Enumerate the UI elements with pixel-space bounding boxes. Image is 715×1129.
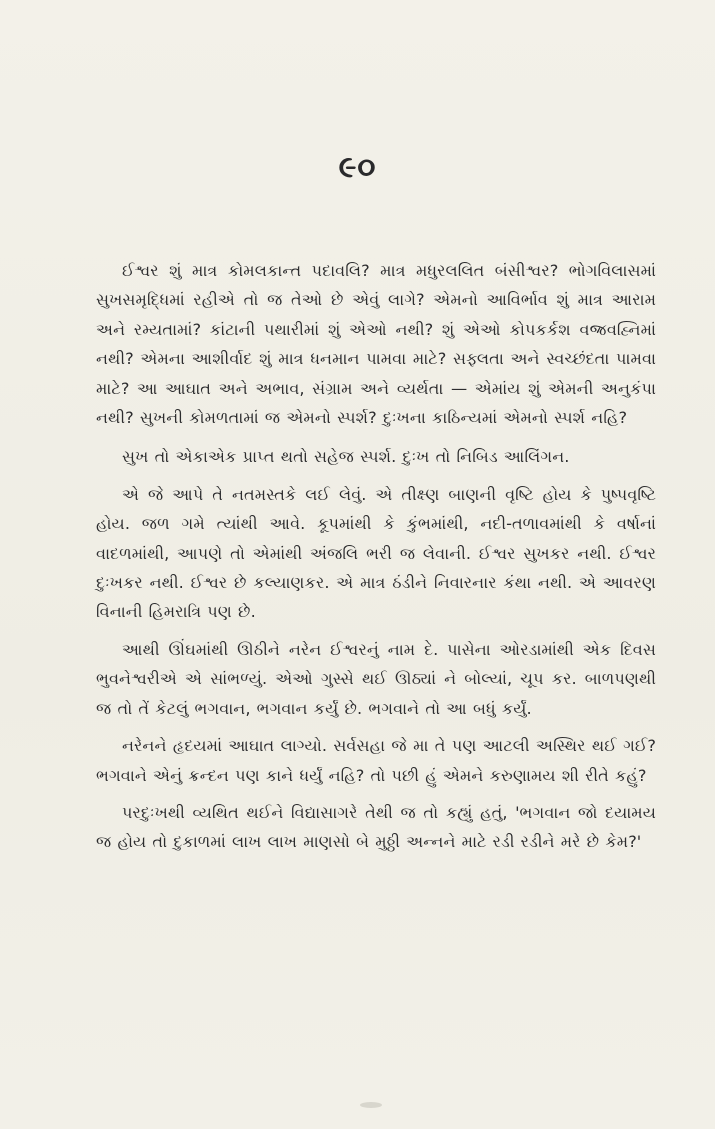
page-number: ૯૦	[338, 150, 377, 185]
paragraph-5: નરેનને હૃદયમાં આઘાત લાગ્યો. સર્વસહા જે મા તે પણ આટલી અસ્થિર થઈ ગઈ? ભગવાને એનું ક્રન્દન પણ કાને ધર્યું નહિ? તો પછી હું એમને કરુણામય શી રીતે કહું?	[96, 736, 656, 785]
paragraph-1: ઈશ્વર શું માત્ર કોમલકાન્ત પદાવલિ? માત્ર મધુરલલિત બંસીશ્વર? ભોગવિલાસમાં સુખસમૃદ્ધિમાં રહીએ તો જ તેઓ છે એવું લાગે? એમનો આવિર્ભાવ શું માત્ર આરામ અને રમ્યતામાં? કાંટાની પથારીમાં શું એઓ નથી? શું એઓ કોપકર્કશ વજ્રવહ્નિમાં નથી? એમના આશીર્વાદ શું માત્ર ધનમાન પામવા માટે? સફ્લતા અને સ્વચ્છંદતા પામવા માટે? આ આઘાત અને અભાવ, સંગ્રામ અને વ્યર્થતા — એમાંય શું એમની અનુકંપા નથી? સુખની કોમળતામાં જ એમનો સ્પર્શ? દુઃખના કાઠિન્યમાં એમનો સ્પર્શ નહિ?	[96, 261, 656, 428]
paragraph-6: પરદુઃખથી વ્યથિત થઈને વિદ્યાસાગરે તેથી જ તો કહ્યું હતું, 'ભગવાન જો દયામય જ હોય તો દુકાળમાં લાખ લાખ માણસો બે મુઠ્ઠી અન્નને માટે રડી રડીને મરે છે કેમ?'	[96, 802, 656, 852]
ink-smudge	[360, 1102, 382, 1108]
paragraph-4: આથી ઊંઘમાંથી ઊઠીને નરેન ઈશ્વરનું નામ દે. પાસેના ઓરડામાંથી એક દિવસ ભુવનેશ્વરીએ એ સાંભળ્યું. એઓ ગુસ્સે થઈ ઊઠ્યાં ને બોલ્યાં, ચૂપ કર. બાળપણથી જ તો તેં કેટલું ભગવાન, ભગવાન કર્યું છે. ભગવાને તો આ બધું કર્યું.	[96, 639, 656, 718]
body-text	[96, 256, 656, 865]
paragraph-3: એ જે આપે તે નતમસ્તકે લઈ લેવું. એ તીક્ષ્ણ બાણની વૃષ્ટિ હોય કે પુષ્પવૃષ્ટિ હોય. જળ ગમે ત્યાંથી આવે. કૂપમાંથી કે કુંભમાંથી, નદી-તળાવમાંથી કે વર્ષાનાં વાદળમાંથી, આપણે તો એમાંથી અંજલિ ભરી જ લેવાની. ઈશ્વર સુખકર નથી. ઈશ્વર દુઃખકર નથી. ઈશ્વર છે કલ્યાણકર. એ માત્ર ઠંડીને નિવારનાર કંથા નથી. એ આવરણ વિનાની હિમરાત્રિ પણ છે.	[96, 484, 656, 622]
paragraph-2: સુખ તો એકાએક પ્રાપ્ત થતો સહેજ સ્પર્શ. દુઃખ તો નિબિડ આલિંગન.	[122, 447, 570, 467]
